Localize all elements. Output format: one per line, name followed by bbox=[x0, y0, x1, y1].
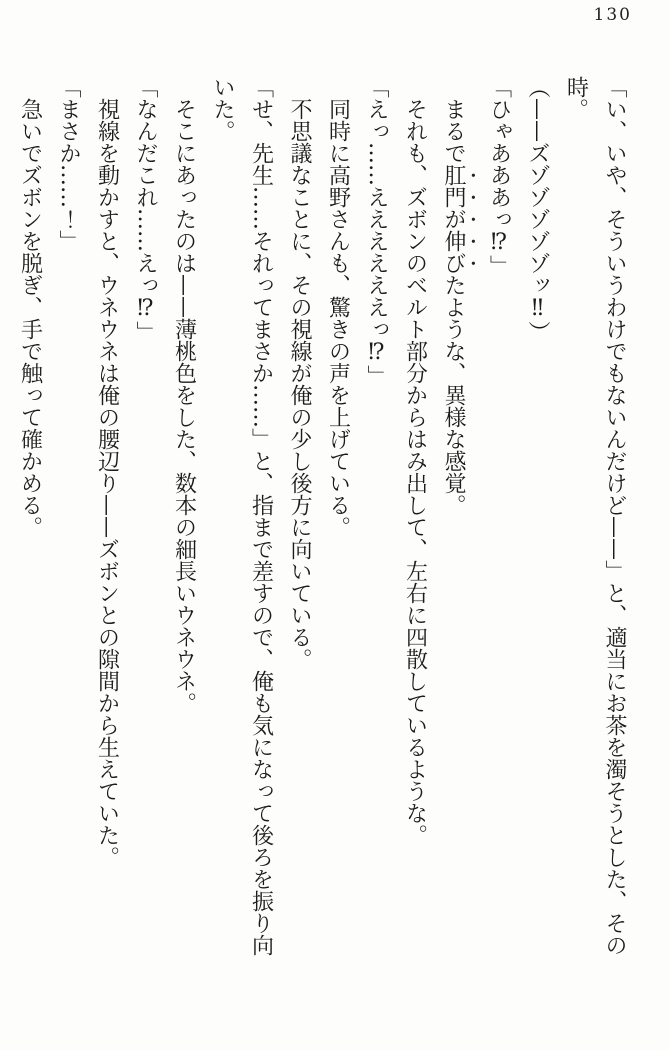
paragraph: （——ズゾゾゾゾゾッ‼） bbox=[525, 76, 550, 343]
emphasized-text: 肛門が伸び bbox=[441, 164, 466, 274]
paragraph: 急いでズボンを脱ぎ、手で触って確かめる。 bbox=[17, 98, 43, 538]
paragraph: 「ひゃあああっ⁉」 bbox=[486, 76, 512, 277]
paragraph: 「い、いや、そういうわけでもないんだけど——」と、適当にお茶を濁そうとした、その時。 bbox=[563, 76, 627, 956]
paragraph: 不思議なことに、その視線が俺の少し後方に向いている。 bbox=[287, 98, 312, 670]
paragraph: 「まさか……！」 bbox=[56, 76, 81, 252]
paragraph: 同時に高野さんも、驚きの声を上げている。 bbox=[325, 98, 351, 538]
paragraph: 「えっ……ええええええっ⁉」 bbox=[364, 76, 389, 387]
text-area bbox=[14, 76, 633, 966]
paragraph: 視線を動かすと、ウネウネは俺の腰辺り——ズボンとの隙間から生えていた。 bbox=[94, 98, 120, 868]
paragraph: 「なんだこれ……えっ⁉」 bbox=[133, 76, 158, 343]
paragraph: 「せ、先生……それってまさか……」と、指まで差すので、俺も気になって後ろを振り向いた。 bbox=[210, 76, 274, 956]
paragraph bbox=[434, 76, 480, 966]
paragraph: それも、ズボンのベルト部分からはみ出して、左右に四散しているような。 bbox=[402, 98, 428, 846]
page-number: 130 bbox=[593, 5, 632, 25]
paragraph: そこにあったのは——薄桃色をした、数本の細長いウネウネ。 bbox=[171, 98, 197, 714]
paragraph-segment: まるで bbox=[441, 98, 466, 164]
paragraph-segment: たような、異様な感覚。 bbox=[441, 274, 466, 516]
